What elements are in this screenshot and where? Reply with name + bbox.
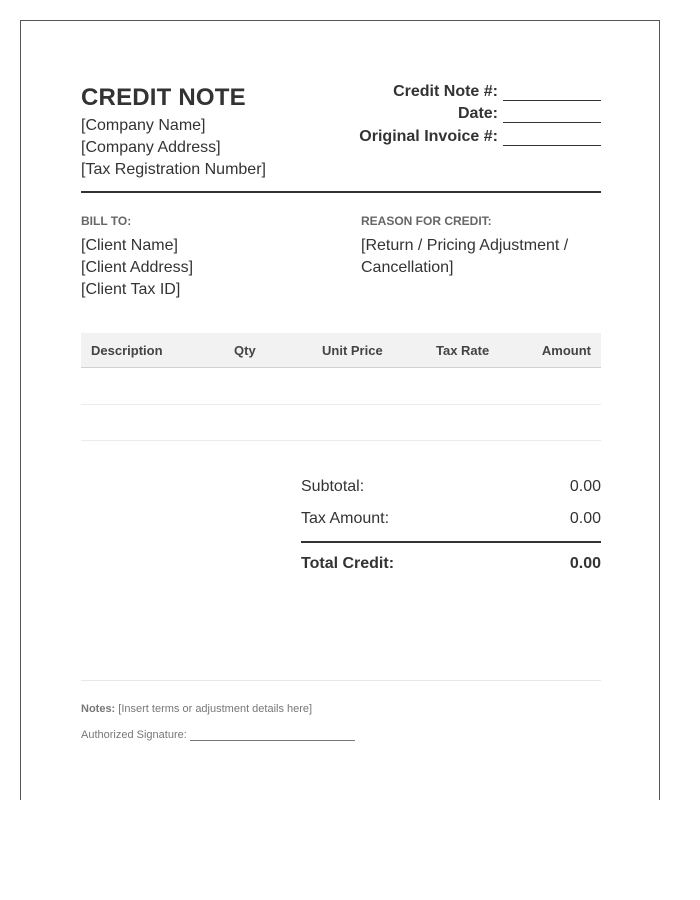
- bill-to-label: BILL TO:: [81, 214, 132, 228]
- original-invoice-label: Original Invoice #:: [359, 128, 498, 145]
- total-credit-value: 0.00: [569, 555, 601, 572]
- subtotal-value: 0.00: [569, 478, 601, 495]
- signature-label: Authorized Signature:: [81, 729, 187, 741]
- reason-line-2: Cancellation]: [361, 259, 454, 276]
- totals-divider: [301, 541, 601, 543]
- document-title: CREDIT NOTE: [81, 84, 246, 111]
- credit-note-number-field[interactable]: [503, 86, 601, 101]
- reason-line-1: [Return / Pricing Adjustment /: [361, 237, 569, 254]
- subtotal-label: Subtotal:: [301, 478, 365, 495]
- notes-label: Notes:: [81, 703, 116, 715]
- column-header-qty: Qty: [234, 343, 256, 358]
- date-row: [458, 105, 601, 123]
- credit-note-number-row: [393, 83, 601, 101]
- tax-amount-value: 0.00: [569, 510, 601, 527]
- tax-registration-number: [Tax Registration Number]: [81, 161, 266, 178]
- bill-to-block: [81, 235, 193, 301]
- original-invoice-row: [359, 128, 601, 146]
- client-name: [Client Name]: [81, 237, 178, 254]
- column-header-tax-rate: Tax Rate: [436, 343, 490, 358]
- date-field[interactable]: [503, 108, 601, 123]
- header-divider: [81, 191, 601, 193]
- date-label: Date:: [457, 105, 498, 122]
- original-invoice-field[interactable]: [503, 131, 601, 146]
- reason-label: REASON FOR CREDIT:: [361, 214, 492, 228]
- notes: [81, 703, 312, 715]
- column-header-amount: Amount: [541, 343, 591, 358]
- column-header-unit-price: Unit Price: [322, 343, 383, 358]
- client-tax-id: [Client Tax ID]: [81, 281, 181, 298]
- table-row[interactable]: [81, 405, 601, 441]
- table-header: [81, 333, 601, 368]
- company-name: [Company Name]: [81, 117, 206, 134]
- column-header-description: Description: [91, 343, 163, 358]
- signature-field[interactable]: [190, 730, 355, 741]
- company-address: [Company Address]: [81, 139, 221, 156]
- signature-row: [81, 729, 355, 741]
- notes-text: [Insert terms or adjustment details here]: [118, 703, 313, 715]
- credit-note-number-label: Credit Note #:: [393, 83, 498, 100]
- tax-amount-label: Tax Amount:: [301, 510, 390, 527]
- total-credit-label: Total Credit:: [301, 555, 395, 572]
- client-address: [Client Address]: [81, 259, 194, 276]
- reason-block: [361, 235, 568, 279]
- table-row[interactable]: [81, 369, 601, 405]
- footer-divider: [81, 680, 601, 681]
